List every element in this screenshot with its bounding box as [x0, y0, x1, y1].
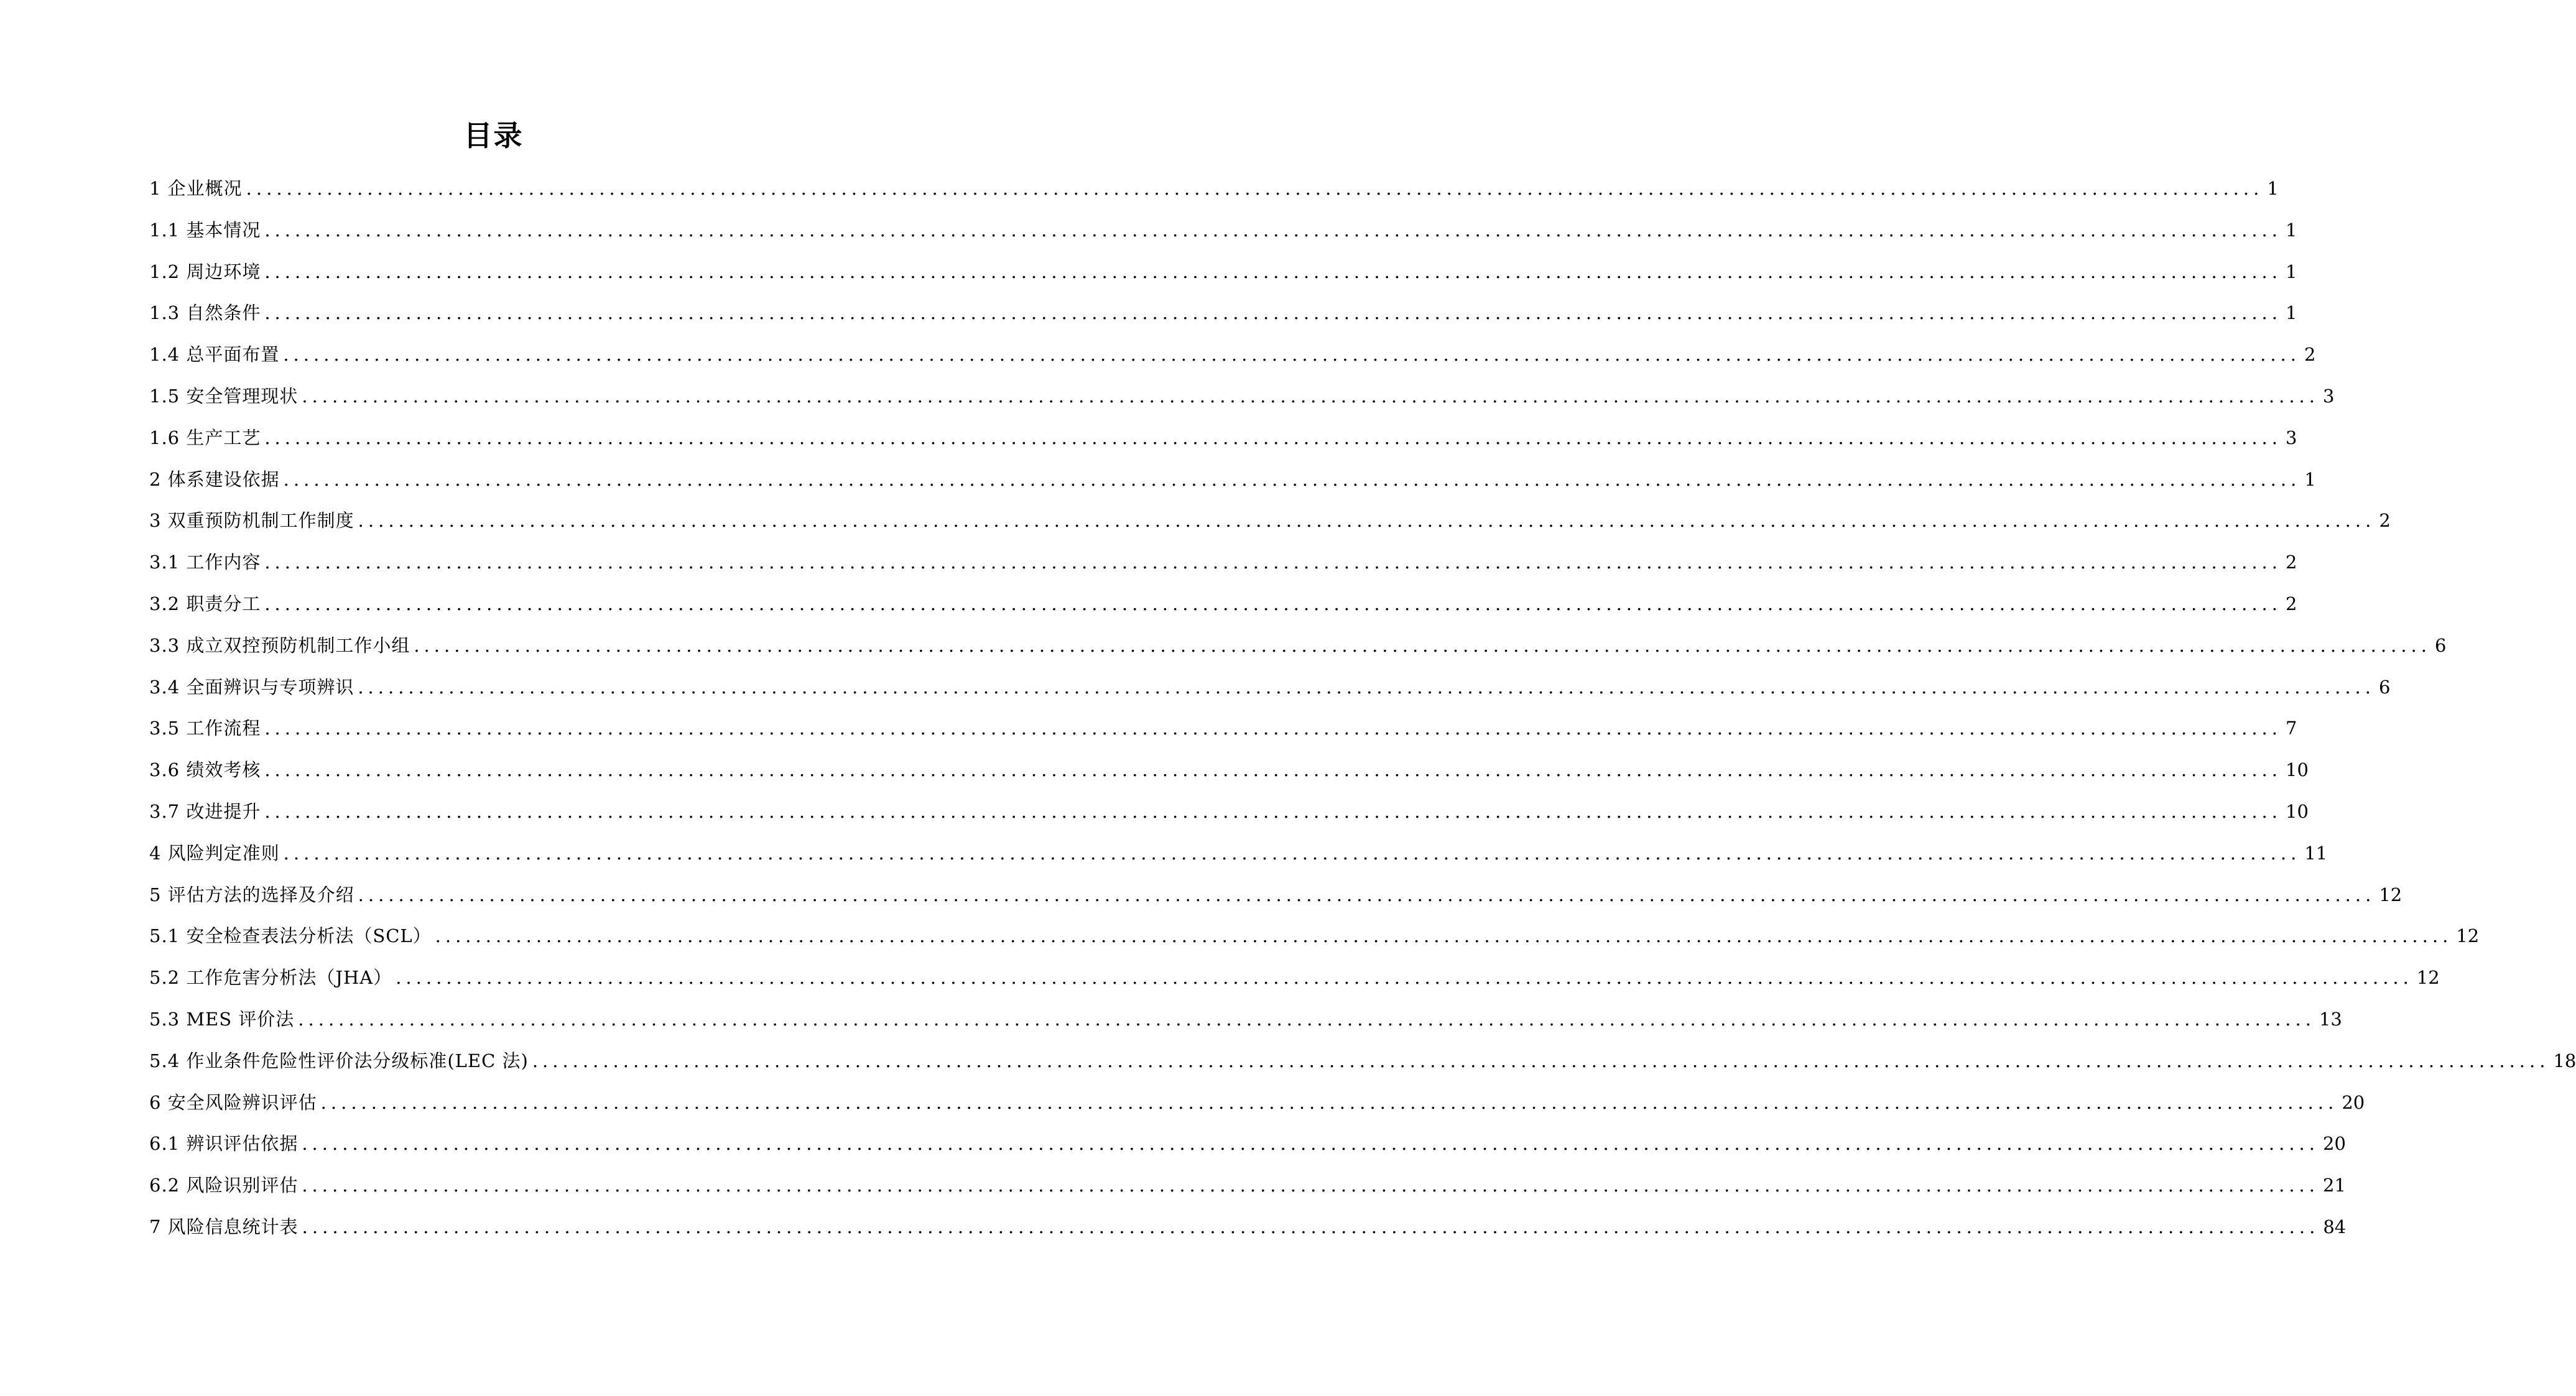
toc-entry-page: 84: [2323, 1216, 2347, 1237]
toc-entry-label: 3.1 工作内容: [149, 552, 261, 573]
toc-leader: ........................................................................................................................................................................................................: [264, 427, 2282, 448]
toc-entry[interactable]: [149, 334, 2316, 376]
toc-title: 目录: [463, 119, 524, 152]
toc-leader: ........................................................................................................................................................................................................: [358, 884, 2376, 905]
toc-leader: ........................................................................................................................................................................................................: [264, 800, 2282, 822]
toc-entry-label: 3.6 绩效考核: [149, 759, 261, 781]
toc-entry[interactable]: [149, 1082, 2365, 1124]
toc-entry-label: 5.4 作业条件危险性评价法分级标准(LEC 法): [149, 1050, 529, 1071]
toc-entry-page: 2: [2286, 552, 2297, 573]
toc-entry-label: 5.2 工作危害分析法（JHA）: [149, 967, 392, 989]
toc-leader: ........................................................................................................................................................................................................: [264, 261, 2282, 282]
toc-entry-page: 1: [2267, 178, 2279, 199]
toc-entry-label: 1.2 周边环境: [149, 261, 261, 282]
toc-leader: ........................................................................................................................................................................................................: [283, 842, 2301, 864]
toc-entry[interactable]: [149, 583, 2297, 625]
toc-entry[interactable]: [149, 376, 2335, 417]
toc-entry-page: 2: [2379, 510, 2391, 532]
toc-entry[interactable]: [149, 874, 2402, 916]
toc-entry-page: 2: [2286, 593, 2297, 614]
toc-entry-label: 2 体系建设依据: [149, 468, 280, 490]
toc-leader: ........................................................................................................................................................................................................: [396, 967, 2413, 989]
toc-entry[interactable]: [149, 459, 2316, 501]
toc-leader: ........................................................................................................................................................................................................: [302, 1175, 2319, 1196]
toc-entry-label: 3.7 改进提升: [149, 800, 261, 822]
toc-entry-label: 3.5 工作流程: [149, 718, 261, 739]
toc-entry-page: 12: [2416, 967, 2440, 989]
toc-leader: ........................................................................................................................................................................................................: [264, 759, 2282, 781]
toc-entry-page: 1: [2286, 261, 2297, 282]
toc-entry[interactable]: [149, 168, 2279, 210]
toc-entry[interactable]: [149, 999, 2342, 1040]
toc-leader: ........................................................................................................................................................................................................: [302, 1133, 2319, 1155]
toc-entry-label: 5.1 安全检查表法分析法（SCL）: [149, 925, 432, 947]
toc-leader: ........................................................................................................................................................................................................: [264, 593, 2282, 614]
toc-entry-label: 1.6 生产工艺: [149, 427, 261, 448]
toc-entry-label: 1.4 总平面布置: [149, 344, 280, 366]
toc-entry-label: 6.2 风险识别评估: [149, 1175, 299, 1196]
toc-entry-label: 5 评估方法的选择及介绍: [149, 884, 354, 905]
toc-leader: ........................................................................................................................................................................................................: [298, 1008, 2315, 1030]
toc-leader: ........................................................................................................................................................................................................: [283, 468, 2301, 490]
toc-entry-label: 3.4 全面辨识与专项辨识: [149, 676, 354, 698]
toc-entry[interactable]: [149, 791, 2309, 833]
toc-entry-label: 3.3 成立双控预防机制工作小组: [149, 634, 410, 656]
toc-entry[interactable]: [149, 957, 2440, 999]
toc-entry-label: 1 企业概况: [149, 178, 243, 199]
toc-entry-page: 7: [2286, 718, 2297, 739]
toc-entry-page: 12: [2456, 925, 2480, 947]
toc-entry[interactable]: [149, 708, 2297, 749]
toc-entry-page: 2: [2304, 344, 2316, 366]
toc-leader: ........................................................................................................................................................................................................: [283, 344, 2300, 366]
toc-leader: ........................................................................................................................................................................................................: [264, 302, 2282, 324]
toc-leader: ........................................................................................................................................................................................................: [302, 385, 2319, 407]
toc-leader: ........................................................................................................................................................................................................: [532, 1050, 2550, 1071]
toc-entry-page: 6: [2379, 676, 2391, 698]
toc-entry[interactable]: [149, 1040, 2576, 1082]
toc-entry[interactable]: [149, 1206, 2347, 1248]
toc-entry[interactable]: [149, 915, 2480, 957]
toc-leader: ........................................................................................................................................................................................................: [320, 1091, 2338, 1113]
toc-leader: ........................................................................................................................................................................................................: [358, 676, 2375, 698]
toc-leader: ........................................................................................................................................................................................................: [264, 552, 2282, 573]
toc-entry-label: 6.1 辨识评估依据: [149, 1133, 299, 1155]
toc-leader: ........................................................................................................................................................................................................: [358, 510, 2376, 532]
toc-entry-page: 10: [2286, 759, 2309, 781]
toc-leader: ........................................................................................................................................................................................................: [264, 219, 2282, 241]
toc-entry[interactable]: [149, 542, 2297, 583]
toc-entry-page: 18: [2553, 1050, 2576, 1071]
toc-entry[interactable]: [149, 1165, 2346, 1206]
toc-leader: ........................................................................................................................................................................................................: [264, 718, 2282, 739]
toc-entry[interactable]: [149, 292, 2297, 334]
toc-entry-label: 5.3 MES 评价法: [149, 1008, 295, 1030]
toc-entry-label: 1.3 自然条件: [149, 302, 261, 324]
toc-entry-label: 4 风险判定准则: [149, 842, 280, 864]
toc-entry[interactable]: [149, 833, 2328, 874]
toc-entry-page: 12: [2379, 884, 2402, 905]
toc-entry-label: 6 安全风险辨识评估: [149, 1091, 317, 1113]
toc-entry-page: 3: [2286, 427, 2297, 448]
toc-entry-label: 1.5 安全管理现状: [149, 385, 299, 407]
toc-entry-page: 6: [2435, 634, 2447, 656]
toc-entry-page: 1: [2286, 302, 2297, 324]
toc-entry[interactable]: [149, 667, 2391, 708]
toc-leader: ........................................................................................................................................................................................................: [246, 178, 2264, 199]
toc-entry[interactable]: [149, 1123, 2346, 1165]
toc-entry[interactable]: [149, 210, 2297, 251]
toc-leader: ........................................................................................................................................................................................................: [414, 634, 2431, 656]
toc-entry-page: 21: [2323, 1175, 2346, 1196]
toc-entry[interactable]: [149, 417, 2297, 459]
toc-entry-page: 20: [2342, 1091, 2365, 1113]
toc-entry-page: 3: [2323, 385, 2335, 407]
toc-leader: ........................................................................................................................................................................................................: [435, 925, 2453, 947]
toc-entry-page: 20: [2323, 1133, 2346, 1155]
toc-list: [149, 168, 2576, 1248]
toc-entry[interactable]: [149, 625, 2447, 667]
toc-entry[interactable]: [149, 251, 2297, 293]
toc-entry-page: 1: [2286, 219, 2297, 241]
toc-entry-page: 1: [2304, 468, 2316, 490]
toc-entry-page: 13: [2319, 1008, 2342, 1030]
toc-entry-label: 1.1 基本情况: [149, 219, 261, 241]
toc-entry-page: 11: [2304, 842, 2328, 864]
toc-entry[interactable]: [149, 500, 2391, 542]
toc-leader: ........................................................................................................................................................................................................: [302, 1216, 2320, 1237]
toc-entry-label: 7 风险信息统计表: [149, 1216, 299, 1237]
toc-entry-label: 3 双重预防机制工作制度: [149, 510, 354, 532]
toc-entry-page: 10: [2286, 800, 2309, 822]
toc-entry[interactable]: [149, 749, 2309, 791]
toc-entry-label: 3.2 职责分工: [149, 593, 261, 614]
